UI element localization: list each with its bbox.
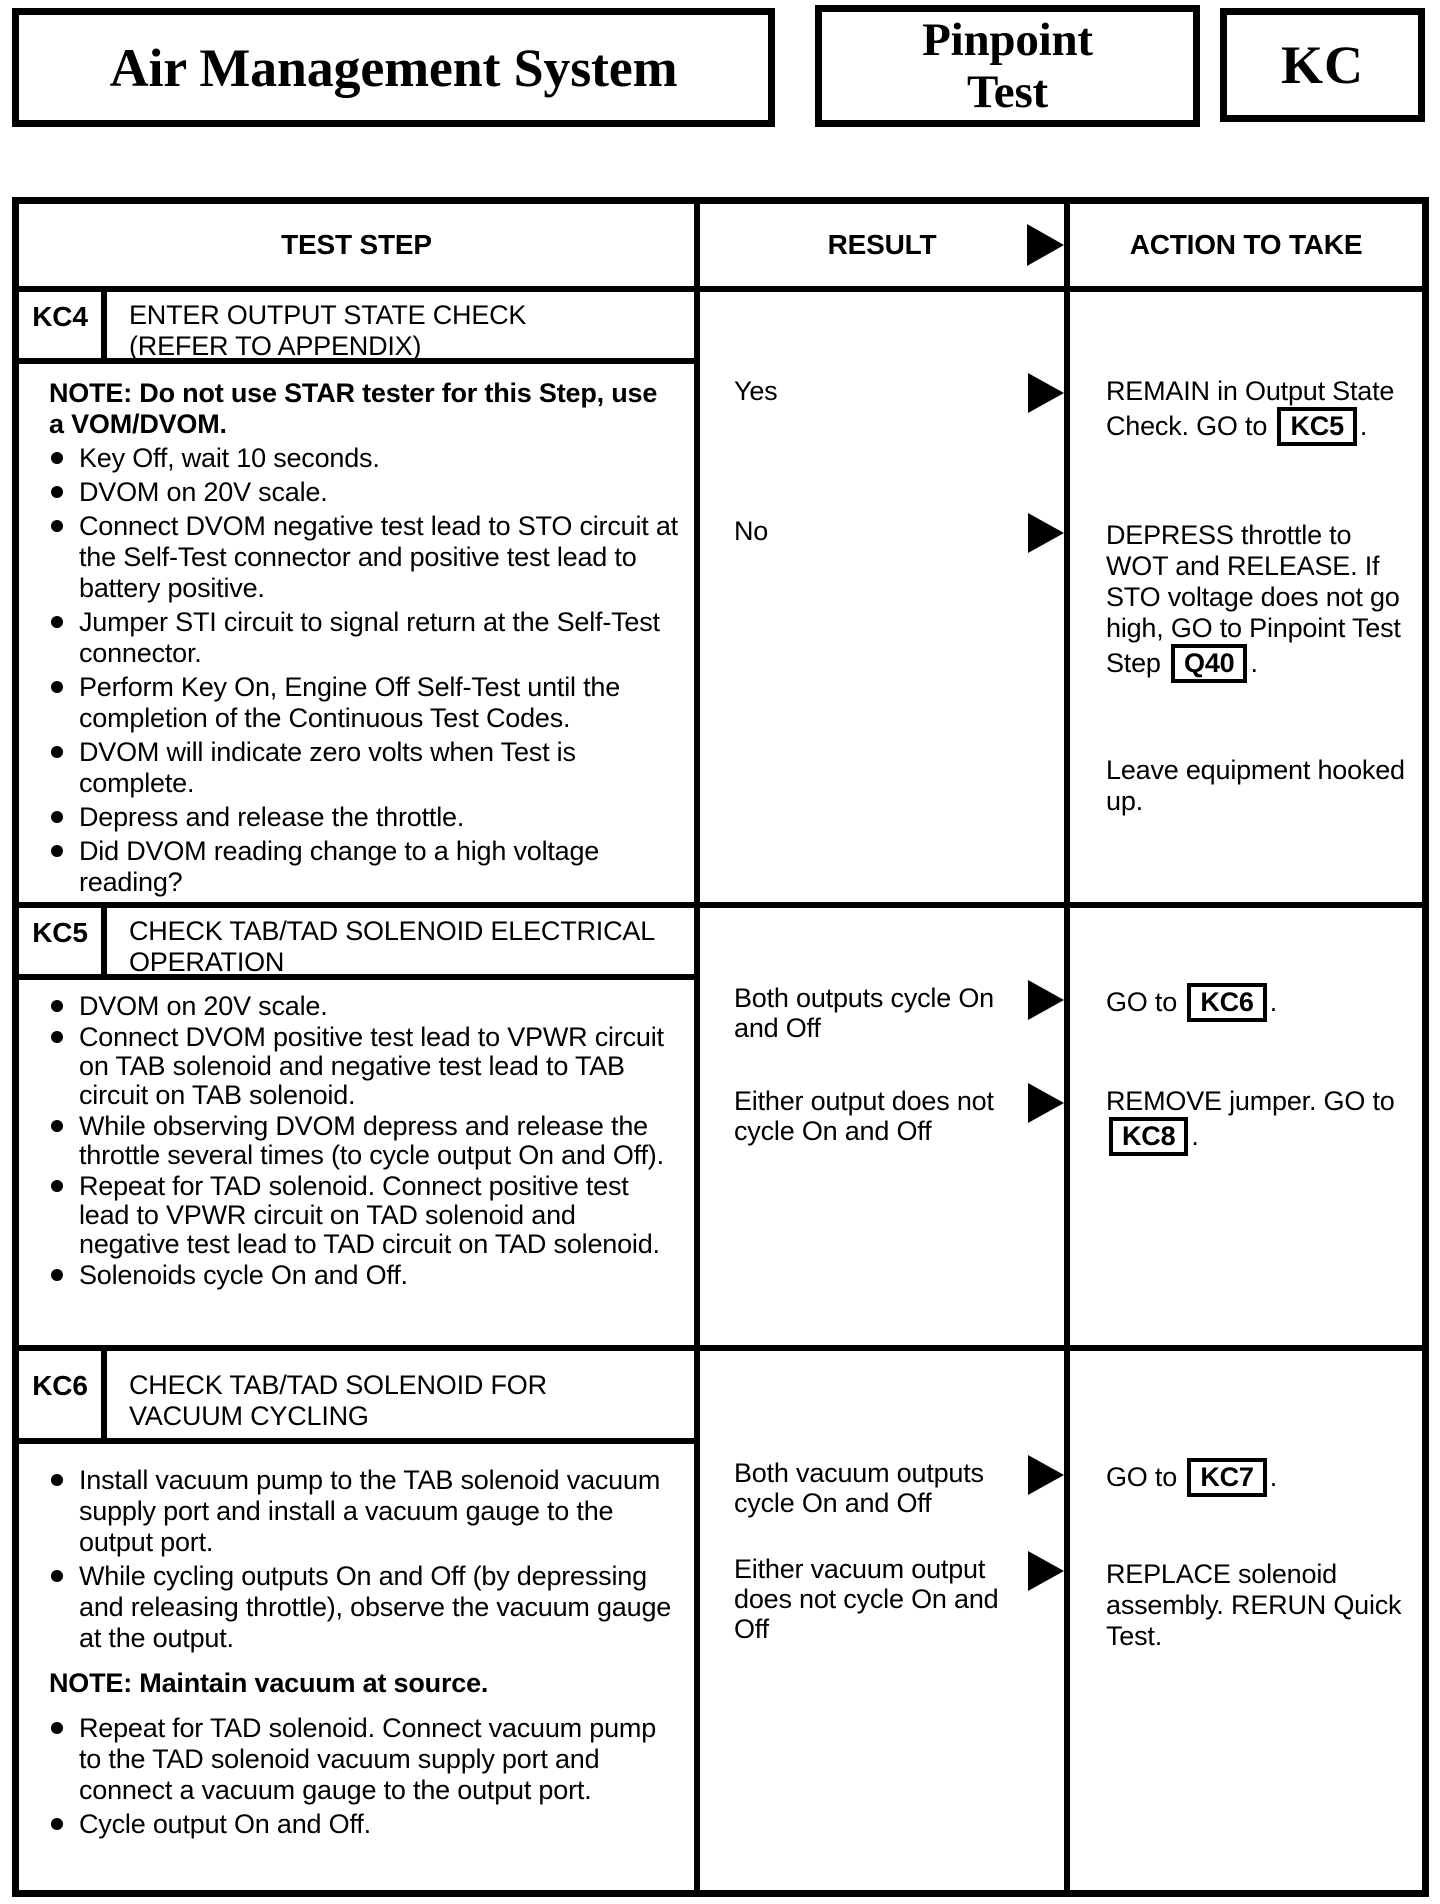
system-title-box [12,8,775,127]
result-label: Both vacuum outputs cycle On and Off [734,1458,984,1518]
action-text-pre: REMAIN in Output State Check. GO to [1106,376,1395,441]
action-text-post: . [1250,648,1258,678]
step-title-line1: ENTER OUTPUT STATE CHECK [129,300,527,330]
bullet-icon [51,681,63,693]
bullet-icon [51,1031,63,1043]
list-item: DVOM will indicate zero volts when Test is complete. [49,737,678,799]
test-section-kc5 [19,902,1422,1345]
bullet-icon [51,746,63,758]
bullet-icon [51,1818,63,1830]
result-row [700,1458,1064,1518]
action-text-pre: Leave equipment hooked up. [1106,755,1405,816]
result-arrow-icon [1028,1455,1064,1495]
kc5-step-body [19,980,694,1345]
result-row [700,983,1064,1043]
action-text [1070,755,1422,817]
result-arrow-icon [1028,980,1064,1020]
kc4-step-body [19,364,694,902]
result-arrow-icon [1028,1551,1064,1591]
list-item: Connect DVOM negative test lead to STO circuit at the Self-Test connector and positive test lead to battery positive. [49,511,678,604]
step-code: KC4 [19,292,107,358]
kc4-title-row [19,292,694,364]
step-title-line2: OPERATION [129,947,285,977]
bullet-icon [51,486,63,498]
bullet-icon [51,1269,63,1281]
step-title [107,1351,694,1438]
bullet-icon [51,452,63,464]
step-code: KC5 [19,908,107,974]
bullet-icon [51,1120,63,1132]
step-title-line1: CHECK TAB/TAD SOLENOID FOR [129,1370,547,1400]
step-title-line2: VACUUM CYCLING [129,1401,369,1431]
kc6-result-column [700,1351,1070,1890]
kc4-action-column [1070,292,1422,902]
step-reference-box: KC6 [1187,983,1266,1022]
pinpoint-test-label [922,14,1093,118]
step-reference-box: KC5 [1277,407,1356,446]
step-title [107,908,694,977]
result-row [700,1554,1064,1644]
bullet-icon [51,1722,63,1734]
list-item: Perform Key On, Engine Off Self-Test until the completion of the Continuous Test Codes. [49,672,678,734]
result-label: No [734,516,769,546]
action-text-post: . [1359,411,1368,441]
list-item: While cycling outputs On and Off (by depressing and releasing throttle), observe the vacuum gauge at the output. [49,1561,678,1654]
result-header-label: RESULT [827,229,937,260]
note-text: NOTE: Maintain vacuum at source. [49,1668,489,1698]
list-item: Repeat for TAD solenoid. Connect vacuum pump to the TAD solenoid vacuum supply port and connect a vacuum gauge to the output port. [49,1713,678,1806]
action-text [1070,1458,1422,1497]
kc5-test-step-column [19,908,700,1345]
column-header-action: ACTION TO TAKE [1129,229,1363,260]
list-item: Repeat for TAD solenoid. Connect positive test lead to VPWR circuit on TAD solenoid and negative test lead to TAD circuit on TAD solenoid. [49,1172,678,1259]
action-text-post: . [1269,1462,1278,1492]
kc6-step-body [19,1444,694,1890]
list-item: Jumper STI circuit to signal return at the Self-Test connector. [49,607,678,669]
table-header-row [19,204,1422,292]
result-arrow-icon [1028,373,1064,413]
list-item: Connect DVOM positive test lead to VPWR circuit on TAB solenoid and negative test lead to TAB circuit on TAB solenoid. [49,1023,678,1110]
action-text-pre: REPLACE solenoid assembly. RERUN Quick Test. [1106,1559,1402,1651]
result-arrow-icon [1028,1083,1064,1123]
list-item: Solenoids cycle On and Off. [49,1261,678,1290]
action-text-pre: DEPRESS throttle to WOT and RELEASE. If STO voltage does not go high, GO to Pinpoint Test Step [1106,520,1401,678]
kc4-result-column [700,292,1070,902]
test-code: KC [1281,35,1364,95]
kc6-test-step-column [19,1351,700,1890]
result-row [700,1086,1064,1146]
action-text-pre: REMOVE jumper. GO to [1106,1086,1395,1116]
kc4-test-step-column [19,292,700,902]
result-label: Either vacuum output does not cycle On and Off [734,1554,999,1644]
result-arrow-icon [1028,513,1064,553]
list-item: DVOM on 20V scale. [49,477,678,508]
pinpoint-test-table [12,197,1429,1897]
column-header-result [700,204,1070,286]
list-item: Install vacuum pump to the TAB solenoid vacuum supply port and install a vacuum gauge to the output port. [49,1465,678,1558]
result-label: Either output does not cycle On and Off [734,1086,994,1146]
action-text-pre: GO to [1106,987,1185,1017]
step-reference-box: KC8 [1109,1117,1188,1156]
kc5-action-column [1070,908,1422,1345]
list-item: Cycle output On and Off. [49,1809,678,1840]
bullet-icon [51,811,63,823]
bullet-icon [51,1570,63,1582]
action-text-post: . [1269,987,1278,1017]
result-label: Both outputs cycle On and Off [734,983,994,1043]
step-title-line2: (REFER TO APPENDIX) [129,331,422,361]
action-text [1070,983,1422,1022]
action-text-post: . [1191,1121,1199,1151]
test-section-kc4 [19,292,1422,902]
list-item: DVOM on 20V scale. [49,992,678,1021]
list-item: While observing DVOM depress and release the throttle several times (to cycle output On and Off). [49,1112,678,1170]
result-label: Yes [734,376,778,406]
pinpoint-line1: Pinpoint [922,14,1093,66]
step-reference-box: KC7 [1187,1458,1266,1497]
column-header-test-step: TEST STEP [19,204,700,286]
pinpoint-test-box [815,5,1200,127]
result-row [700,516,1064,553]
step-title-line1: CHECK TAB/TAD SOLENOID ELECTRICAL [129,916,656,946]
bullet-icon [51,1474,63,1486]
system-title: Air Management System [109,37,678,98]
step-code: KC6 [19,1351,107,1438]
bullet-icon [51,520,63,532]
list-item: Key Off, wait 10 seconds. [49,443,678,474]
list-item: Did DVOM reading change to a high voltage reading? [49,836,678,898]
note-text: NOTE: Do not use STAR tester for this Step, use a VOM/DVOM. [49,378,658,439]
action-text [1070,1559,1422,1652]
kc6-action-column [1070,1351,1422,1890]
kc5-title-row [19,908,694,980]
action-text [1070,1086,1422,1156]
step-reference-box: Q40 [1171,644,1247,683]
kc6-title-row [19,1351,694,1444]
result-row [700,376,1064,413]
result-header-arrow-icon [1027,224,1064,266]
action-text [1070,520,1422,683]
action-text [1070,376,1422,446]
test-section-kc6 [19,1345,1422,1890]
bullet-icon [51,1000,63,1012]
action-text-pre: GO to [1106,1462,1185,1492]
bullet-icon [51,845,63,857]
kc5-result-column [700,908,1070,1345]
bullet-icon [51,616,63,628]
step-title [107,292,694,361]
test-code-box [1220,8,1425,122]
list-item: Depress and release the throttle. [49,802,678,833]
bullet-icon [51,1180,63,1192]
pinpoint-line2: Test [966,66,1049,118]
